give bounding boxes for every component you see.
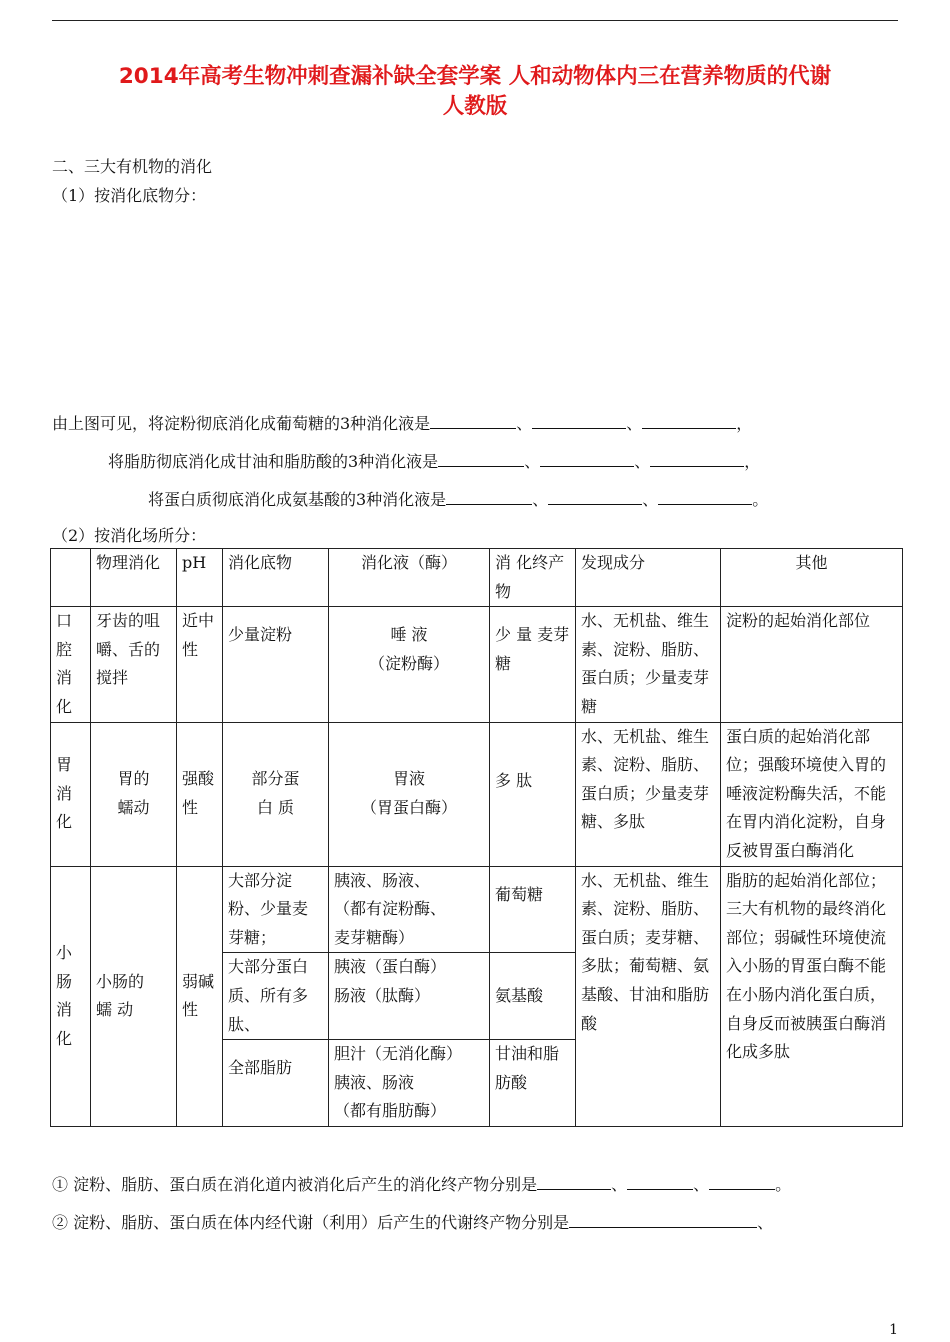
juice-intestine-protein	[329, 953, 490, 1040]
juice-oral-line1: 唾 液	[390, 625, 428, 645]
title-line-2: 人教版	[442, 94, 508, 119]
product-intestine-fat: 甘油和脂肪酸	[490, 1040, 576, 1127]
fill-line-protein	[148, 489, 768, 510]
physical-stomach-line2: 蠕动	[117, 798, 150, 818]
answer-blank[interactable]	[446, 489, 532, 505]
site-intestine: 小肠消化	[51, 866, 91, 1126]
other-intestine: 脂肪的起始消化部位；三大有机物的最终消化部位；弱碱性环境使流入小肠的胃蛋白酶不能在小肠内消化蛋白质，自身反而被胰蛋白酶消化成多肽	[721, 866, 903, 1126]
fill-line-protein-text: 将蛋白质彻底消化成氨基酸的3种消化液是	[148, 490, 447, 509]
product-oral: 少 量 麦芽糖	[490, 607, 576, 722]
substrate-stomach-line1: 部分蛋	[251, 769, 300, 789]
line-end: 、	[757, 1213, 774, 1232]
juice-intestine-protein-line2: 肠液（肽酶）	[334, 985, 431, 1005]
subsection-by-site: （2）按消化场所分：	[52, 526, 207, 545]
ph-intestine: 弱碱性	[177, 866, 223, 1126]
substrate-intestine-fat: 全部脂肪	[223, 1040, 329, 1127]
question-1	[52, 1174, 791, 1195]
header-found: 发现成分	[576, 549, 721, 607]
product-intestine-protein: 氨基酸	[490, 953, 576, 1040]
answer-blank[interactable]	[537, 1174, 611, 1190]
separator: 、	[626, 414, 643, 433]
found-stomach: 水、无机盐、维生素、淀粉、脂肪、蛋白质；少量麦芽糖、多肽	[576, 722, 721, 866]
fill-line-fat-text: 将脂肪彻底消化成甘油和脂肪酸的3种消化液是	[108, 452, 439, 471]
substrate-intestine-protein: 大部分蛋白质、所有多肽、	[223, 953, 329, 1040]
juice-stomach-line2: （胃蛋白酶）	[360, 798, 457, 818]
section-heading: 二、三大有机物的消化	[52, 157, 213, 176]
line-end: 。	[775, 1175, 792, 1194]
table-row-stomach	[51, 722, 903, 866]
header-ph: pH	[177, 549, 223, 607]
juice-intestine-fat-line2: 胰液、肠液	[334, 1072, 415, 1092]
line-end: 。	[752, 490, 769, 509]
substrate-oral: 少量淀粉	[223, 607, 329, 722]
header-juice: 消化液（酶）	[329, 549, 490, 607]
subsection-by-substrate: （1）按消化底物分：	[52, 186, 207, 205]
physical-intestine-line1: 小肠的	[96, 971, 145, 991]
separator: 、	[642, 490, 659, 509]
table-header-row	[51, 549, 903, 607]
juice-intestine-starch	[329, 866, 490, 953]
title-line-1: 2014年高考生物冲刺查漏补缺全套学案 人和动物体内三在营养物质的代谢	[118, 64, 832, 89]
digestion-table	[50, 548, 903, 1127]
answer-blank[interactable]	[430, 413, 516, 429]
juice-oral-line2: （淀粉酶）	[368, 653, 449, 673]
juice-stomach	[329, 722, 490, 866]
answer-blank[interactable]	[627, 1174, 693, 1190]
question-1-text: ① 淀粉、脂肪、蛋白质在消化道内被消化后产生的消化终产物分别是	[52, 1175, 538, 1194]
answer-blank[interactable]	[650, 451, 744, 467]
physical-stomach	[91, 722, 177, 866]
juice-intestine-protein-line1: 胰液（蛋白酶）	[334, 957, 447, 977]
answer-blank[interactable]	[569, 1212, 757, 1228]
fill-line-starch	[52, 413, 752, 434]
answer-blank[interactable]	[658, 489, 752, 505]
header-rule	[52, 20, 898, 21]
answer-blank[interactable]	[709, 1174, 775, 1190]
separator: 、	[516, 414, 533, 433]
header-physical: 物理消化	[91, 549, 177, 607]
fill-line-fat	[108, 451, 760, 472]
substrate-intestine-starch: 大部分淀粉、少量麦芽糖；	[223, 866, 329, 953]
separator: 、	[524, 452, 541, 471]
document-title	[40, 62, 910, 122]
juice-oral	[329, 607, 490, 722]
header-other: 其他	[721, 549, 903, 607]
answer-blank[interactable]	[438, 451, 524, 467]
other-stomach: 蛋白质的起始消化部位；强酸环境使入胃的唾液淀粉酶失活，不能在胃内消化淀粉，自身反被胃蛋白酶消化	[721, 722, 903, 866]
separator: 、	[634, 452, 651, 471]
juice-stomach-line1: 胃液	[392, 769, 425, 789]
juice-intestine-starch-line1: 胰液、肠液、	[334, 870, 431, 890]
answer-blank[interactable]	[532, 413, 626, 429]
header-product: 消 化终产物	[490, 549, 576, 607]
answer-blank[interactable]	[642, 413, 736, 429]
line-end: ，	[736, 414, 753, 433]
separator: 、	[693, 1175, 710, 1194]
ph-stomach: 强酸性	[177, 722, 223, 866]
juice-intestine-starch-line3: 麦芽糖酶）	[334, 927, 415, 947]
separator: 、	[611, 1175, 628, 1194]
header-substrate: 消化底物	[223, 549, 329, 607]
found-oral: 水、无机盐、维生素、淀粉、脂肪、蛋白质；少量麦芽糖	[576, 607, 721, 722]
question-2-text: ② 淀粉、脂肪、蛋白质在体内经代谢（利用）后产生的代谢终产物分别是	[52, 1213, 570, 1232]
physical-stomach-line1: 胃的	[117, 769, 150, 789]
site-oral: 口腔消化	[51, 607, 91, 722]
page-number: 1	[889, 1322, 898, 1338]
table-row-oral	[51, 607, 903, 722]
juice-intestine-fat-line3: （都有脂肪酶）	[334, 1101, 447, 1121]
separator: 、	[532, 490, 549, 509]
ph-oral: 近中性	[177, 607, 223, 722]
juice-intestine-fat	[329, 1040, 490, 1127]
physical-intestine	[91, 866, 177, 1126]
substrate-stomach	[223, 722, 329, 866]
fill-line-starch-text: 由上图可见，将淀粉彻底消化成葡萄糖的3种消化液是	[52, 414, 431, 433]
line-end: ，	[744, 452, 761, 471]
found-intestine: 水、无机盐、维生素、淀粉、脂肪、蛋白质；麦芽糖、多肽；葡萄糖、氨基酸、甘油和脂肪酸	[576, 866, 721, 1126]
physical-intestine-line2: 蠕 动	[96, 1000, 134, 1020]
answer-blank[interactable]	[540, 451, 634, 467]
answer-blank[interactable]	[548, 489, 642, 505]
juice-intestine-fat-line1: 胆汁（无消化酶）	[334, 1044, 463, 1064]
header-cell-blank	[51, 549, 91, 607]
site-stomach: 胃消化	[51, 722, 91, 866]
other-oral: 淀粉的起始消化部位	[721, 607, 903, 722]
product-stomach: 多 肽	[490, 722, 576, 866]
question-2	[52, 1212, 773, 1233]
table-row-intestine-1	[51, 866, 903, 953]
substrate-stomach-line2: 白 质	[256, 798, 295, 818]
product-intestine-starch: 葡萄糖	[490, 866, 576, 953]
juice-intestine-starch-line2: （都有淀粉酶、	[334, 899, 447, 919]
physical-oral: 牙齿的咀嚼、舌的搅拌	[91, 607, 177, 722]
